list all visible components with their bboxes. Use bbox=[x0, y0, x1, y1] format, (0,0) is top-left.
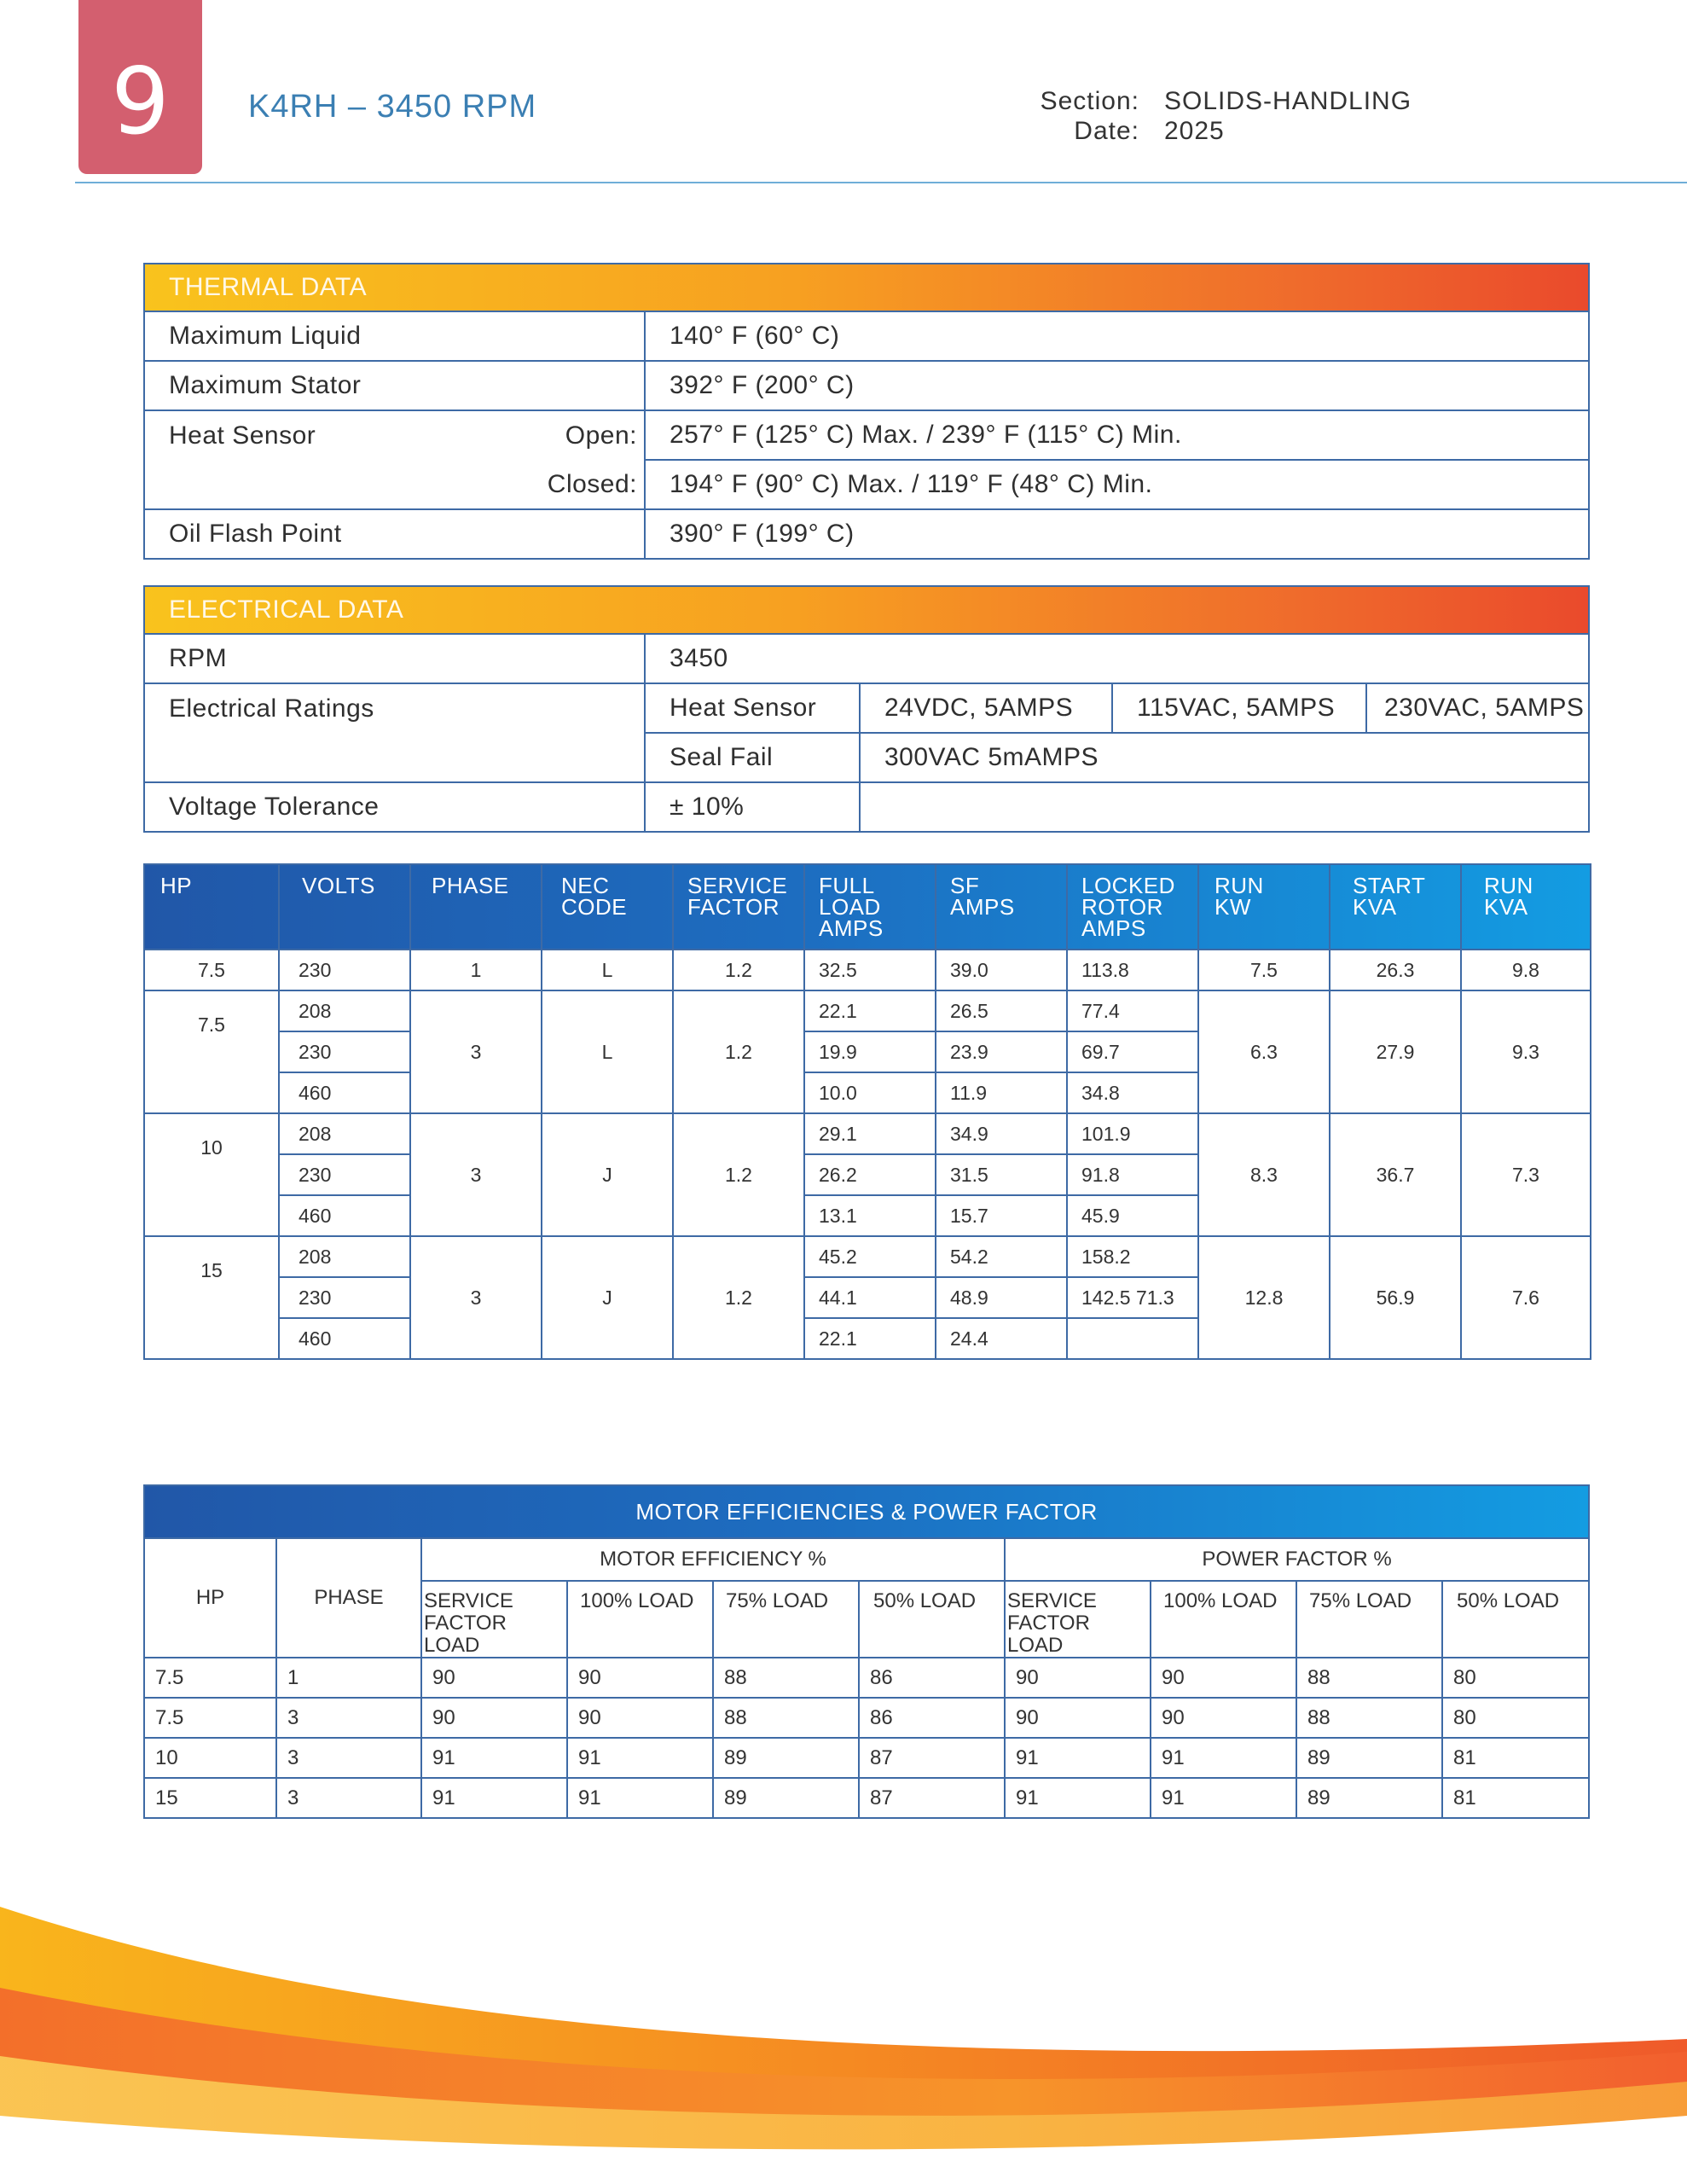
motor-electrical-table bbox=[143, 863, 1591, 1360]
nec-cell: J bbox=[542, 1113, 673, 1236]
col-nec-code: NEC CODE bbox=[542, 864, 673, 950]
volts-cell: 230 bbox=[279, 1031, 410, 1072]
table-row bbox=[144, 1698, 1589, 1738]
col-hp: HP bbox=[144, 864, 279, 950]
me-sub-100: 100% LOAD bbox=[567, 1581, 713, 1658]
volts-cell: 208 bbox=[279, 1236, 410, 1277]
phase-cell: 3 bbox=[276, 1698, 421, 1738]
hp-cell: 7.5 bbox=[144, 990, 279, 1113]
hp-cell: 7.5 bbox=[144, 950, 279, 990]
volts-cell: 460 bbox=[279, 1195, 410, 1236]
sf-amps-cell: 48.9 bbox=[936, 1277, 1067, 1318]
me-sub-sf: SERVICE FACTOR LOAD bbox=[421, 1581, 567, 1658]
section-value: SOLIDS-HANDLING bbox=[1164, 87, 1412, 115]
me-75-cell: 89 bbox=[713, 1778, 859, 1818]
pf-sub-100: 100% LOAD bbox=[1151, 1581, 1296, 1658]
hp-cell: 15 bbox=[144, 1236, 279, 1359]
date-value: 2025 bbox=[1164, 117, 1225, 145]
col-run-kva: RUN KVA bbox=[1461, 864, 1591, 950]
voltage-tolerance-label: Voltage Tolerance bbox=[144, 782, 645, 832]
table-row bbox=[144, 1236, 1591, 1277]
heat-sensor-115vac: 115VAC, 5AMPS bbox=[1112, 683, 1366, 733]
nec-cell: L bbox=[542, 990, 673, 1113]
voltage-tolerance-value: ± 10% bbox=[645, 782, 860, 832]
closed-label: Closed: bbox=[498, 460, 645, 509]
volts-cell: 230 bbox=[279, 1277, 410, 1318]
me-100-cell: 91 bbox=[567, 1778, 713, 1818]
phase-cell: 3 bbox=[410, 1236, 542, 1359]
table-row bbox=[144, 1658, 1589, 1698]
me-50-cell: 87 bbox=[859, 1778, 1005, 1818]
volts-cell: 230 bbox=[279, 950, 410, 990]
rpm-label: RPM bbox=[144, 634, 645, 683]
efficiency-table-title: MOTOR EFFICIENCIES & POWER FACTOR bbox=[144, 1485, 1589, 1538]
sf-amps-cell: 39.0 bbox=[936, 950, 1067, 990]
table-row bbox=[144, 1778, 1589, 1818]
pf-sf-cell: 91 bbox=[1005, 1738, 1151, 1778]
pf-sub-75: 75% LOAD bbox=[1296, 1581, 1442, 1658]
me-100-cell: 91 bbox=[567, 1738, 713, 1778]
fla-cell: 32.5 bbox=[804, 950, 936, 990]
heat-sensor-label: Heat Sensor bbox=[144, 410, 498, 460]
sf-amps-cell: 11.9 bbox=[936, 1072, 1067, 1113]
hp-cell: 7.5 bbox=[144, 1698, 276, 1738]
pf-75-cell: 88 bbox=[1296, 1698, 1442, 1738]
run-kw-cell: 6.3 bbox=[1198, 990, 1330, 1113]
pf-100-cell: 90 bbox=[1151, 1698, 1296, 1738]
col-service-factor: SERVICE FACTOR bbox=[673, 864, 804, 950]
pf-75-cell: 89 bbox=[1296, 1738, 1442, 1778]
header-divider bbox=[75, 182, 1687, 183]
heat-sensor-24vdc: 24VDC, 5AMPS bbox=[860, 683, 1112, 733]
motor-efficiency-table bbox=[143, 1484, 1590, 1819]
heat-sensor-rating-label: Heat Sensor bbox=[645, 683, 860, 733]
col-sf-amps: SF AMPS bbox=[936, 864, 1067, 950]
pf-50-cell: 80 bbox=[1442, 1698, 1589, 1738]
oil-flash-label: Oil Flash Point bbox=[144, 509, 645, 559]
pf-75-cell: 89 bbox=[1296, 1778, 1442, 1818]
closed-value: 194° F (90° C) Max. / 119° F (48° C) Min. bbox=[645, 460, 1589, 509]
sf-amps-cell: 23.9 bbox=[936, 1031, 1067, 1072]
lra-cell: 45.9 bbox=[1067, 1195, 1198, 1236]
fla-cell: 19.9 bbox=[804, 1031, 936, 1072]
open-value: 257° F (125° C) Max. / 239° F (115° C) Min. bbox=[645, 410, 1589, 460]
lra-cell: 158.2 bbox=[1067, 1236, 1198, 1277]
phase-cell: 3 bbox=[410, 990, 542, 1113]
service-factor-cell: 1.2 bbox=[673, 1113, 804, 1236]
volts-cell: 208 bbox=[279, 990, 410, 1031]
pf-100-cell: 91 bbox=[1151, 1778, 1296, 1818]
power-factor-group: POWER FACTOR % bbox=[1005, 1538, 1589, 1581]
sf-amps-cell: 26.5 bbox=[936, 990, 1067, 1031]
lra-cell: 34.8 bbox=[1067, 1072, 1198, 1113]
fla-cell: 10.0 bbox=[804, 1072, 936, 1113]
lra-cell: 69.7 bbox=[1067, 1031, 1198, 1072]
me-sub-50: 50% LOAD bbox=[859, 1581, 1005, 1658]
pf-75-cell: 88 bbox=[1296, 1658, 1442, 1698]
me-sf-cell: 90 bbox=[421, 1698, 567, 1738]
me-50-cell: 86 bbox=[859, 1658, 1005, 1698]
phase-cell: 3 bbox=[276, 1778, 421, 1818]
rpm-value: 3450 bbox=[645, 634, 1589, 683]
col-full-load-amps: FULL LOAD AMPS bbox=[804, 864, 936, 950]
volts-cell: 460 bbox=[279, 1318, 410, 1359]
phase-cell: 3 bbox=[410, 1113, 542, 1236]
lra-cell: 113.8 bbox=[1067, 950, 1198, 990]
table-row bbox=[144, 1113, 1591, 1154]
fla-cell: 26.2 bbox=[804, 1154, 936, 1195]
pf-50-cell: 81 bbox=[1442, 1778, 1589, 1818]
run-kw-cell: 12.8 bbox=[1198, 1236, 1330, 1359]
col-start-kva: START KVA bbox=[1330, 864, 1461, 950]
footer-wave-graphic bbox=[0, 1860, 1687, 2184]
date-label: Date: bbox=[1074, 117, 1139, 145]
pf-50-cell: 80 bbox=[1442, 1658, 1589, 1698]
nec-cell: J bbox=[542, 1236, 673, 1359]
page-number: 9 bbox=[111, 49, 170, 155]
lra-cell bbox=[1067, 1318, 1198, 1359]
me-100-cell: 90 bbox=[567, 1698, 713, 1738]
table-row bbox=[144, 950, 1591, 990]
open-label: Open: bbox=[498, 410, 645, 460]
me-sf-cell: 91 bbox=[421, 1738, 567, 1778]
fla-cell: 45.2 bbox=[804, 1236, 936, 1277]
max-stator-value: 392° F (200° C) bbox=[645, 361, 1589, 410]
hp-cell: 10 bbox=[144, 1113, 279, 1236]
col-run-kw: RUN KW bbox=[1198, 864, 1330, 950]
oil-flash-value: 390° F (199° C) bbox=[645, 509, 1589, 559]
run-kva-cell: 7.6 bbox=[1461, 1236, 1591, 1359]
section-label: Section: bbox=[1040, 87, 1139, 115]
voltage-tolerance-blank bbox=[860, 782, 1589, 832]
volts-cell: 230 bbox=[279, 1154, 410, 1195]
start-kva-cell: 26.3 bbox=[1330, 950, 1461, 990]
phase-cell: 3 bbox=[276, 1738, 421, 1778]
electrical-data-table bbox=[143, 585, 1590, 833]
sf-amps-cell: 34.9 bbox=[936, 1113, 1067, 1154]
col-volts: VOLTS bbox=[279, 864, 410, 950]
run-kva-cell: 9.8 bbox=[1461, 950, 1591, 990]
run-kw-cell: 8.3 bbox=[1198, 1113, 1330, 1236]
seal-fail-label: Seal Fail bbox=[645, 733, 860, 782]
pf-100-cell: 91 bbox=[1151, 1738, 1296, 1778]
lra-cell: 142.5 71.3 bbox=[1067, 1277, 1198, 1318]
service-factor-cell: 1.2 bbox=[673, 990, 804, 1113]
service-factor-cell: 1.2 bbox=[673, 1236, 804, 1359]
hp-cell: 10 bbox=[144, 1738, 276, 1778]
phase-cell: 1 bbox=[276, 1658, 421, 1698]
max-liquid-value: 140° F (60° C) bbox=[645, 311, 1589, 361]
col-locked-rotor-amps: LOCKED ROTOR AMPS bbox=[1067, 864, 1198, 950]
nec-cell: L bbox=[542, 950, 673, 990]
eff-col-hp: HP bbox=[144, 1538, 276, 1658]
pf-sub-50: 50% LOAD bbox=[1442, 1581, 1589, 1658]
start-kva-cell: 27.9 bbox=[1330, 990, 1461, 1113]
pf-sf-cell: 90 bbox=[1005, 1658, 1151, 1698]
lra-cell: 101.9 bbox=[1067, 1113, 1198, 1154]
sf-amps-cell: 31.5 bbox=[936, 1154, 1067, 1195]
me-75-cell: 89 bbox=[713, 1738, 859, 1778]
max-stator-label: Maximum Stator bbox=[144, 361, 645, 410]
me-75-cell: 88 bbox=[713, 1698, 859, 1738]
me-50-cell: 86 bbox=[859, 1698, 1005, 1738]
me-50-cell: 87 bbox=[859, 1738, 1005, 1778]
eff-col-phase: PHASE bbox=[276, 1538, 421, 1658]
pf-sub-sf: SERVICE FACTOR LOAD bbox=[1005, 1581, 1151, 1658]
motor-efficiency-group: MOTOR EFFICIENCY % bbox=[421, 1538, 1005, 1581]
sf-amps-cell: 24.4 bbox=[936, 1318, 1067, 1359]
fla-cell: 22.1 bbox=[804, 990, 936, 1031]
thermal-data-title: THERMAL DATA bbox=[144, 264, 1589, 311]
me-100-cell: 90 bbox=[567, 1658, 713, 1698]
volts-cell: 460 bbox=[279, 1072, 410, 1113]
thermal-data-table bbox=[143, 263, 1590, 560]
pf-100-cell: 90 bbox=[1151, 1658, 1296, 1698]
run-kva-cell: 7.3 bbox=[1461, 1113, 1591, 1236]
electrical-data-title: ELECTRICAL DATA bbox=[144, 586, 1589, 634]
sf-amps-cell: 15.7 bbox=[936, 1195, 1067, 1236]
run-kva-cell: 9.3 bbox=[1461, 990, 1591, 1113]
fla-cell: 44.1 bbox=[804, 1277, 936, 1318]
fla-cell: 13.1 bbox=[804, 1195, 936, 1236]
seal-fail-value: 300VAC 5mAMPS bbox=[860, 733, 1589, 782]
page-title: K4RH – 3450 RPM bbox=[248, 89, 537, 125]
volts-cell: 208 bbox=[279, 1113, 410, 1154]
phase-cell: 1 bbox=[410, 950, 542, 990]
pf-50-cell: 81 bbox=[1442, 1738, 1589, 1778]
fla-cell: 22.1 bbox=[804, 1318, 936, 1359]
lra-cell: 91.8 bbox=[1067, 1154, 1198, 1195]
col-phase: PHASE bbox=[410, 864, 542, 950]
fla-cell: 29.1 bbox=[804, 1113, 936, 1154]
lra-cell: 77.4 bbox=[1067, 990, 1198, 1031]
me-75-cell: 88 bbox=[713, 1658, 859, 1698]
hp-cell: 7.5 bbox=[144, 1658, 276, 1698]
electrical-ratings-label: Electrical Ratings bbox=[144, 683, 645, 782]
table-row bbox=[144, 990, 1591, 1031]
run-kw-cell: 7.5 bbox=[1198, 950, 1330, 990]
start-kva-cell: 36.7 bbox=[1330, 1113, 1461, 1236]
me-sf-cell: 90 bbox=[421, 1658, 567, 1698]
table-row bbox=[144, 1738, 1589, 1778]
max-liquid-label: Maximum Liquid bbox=[144, 311, 645, 361]
me-sub-75: 75% LOAD bbox=[713, 1581, 859, 1658]
pf-sf-cell: 90 bbox=[1005, 1698, 1151, 1738]
hp-cell: 15 bbox=[144, 1778, 276, 1818]
start-kva-cell: 56.9 bbox=[1330, 1236, 1461, 1359]
me-sf-cell: 91 bbox=[421, 1778, 567, 1818]
sf-amps-cell: 54.2 bbox=[936, 1236, 1067, 1277]
pf-sf-cell: 91 bbox=[1005, 1778, 1151, 1818]
heat-sensor-spacer bbox=[144, 460, 498, 509]
heat-sensor-230vac: 230VAC, 5AMPS bbox=[1366, 683, 1589, 733]
service-factor-cell: 1.2 bbox=[673, 950, 804, 990]
